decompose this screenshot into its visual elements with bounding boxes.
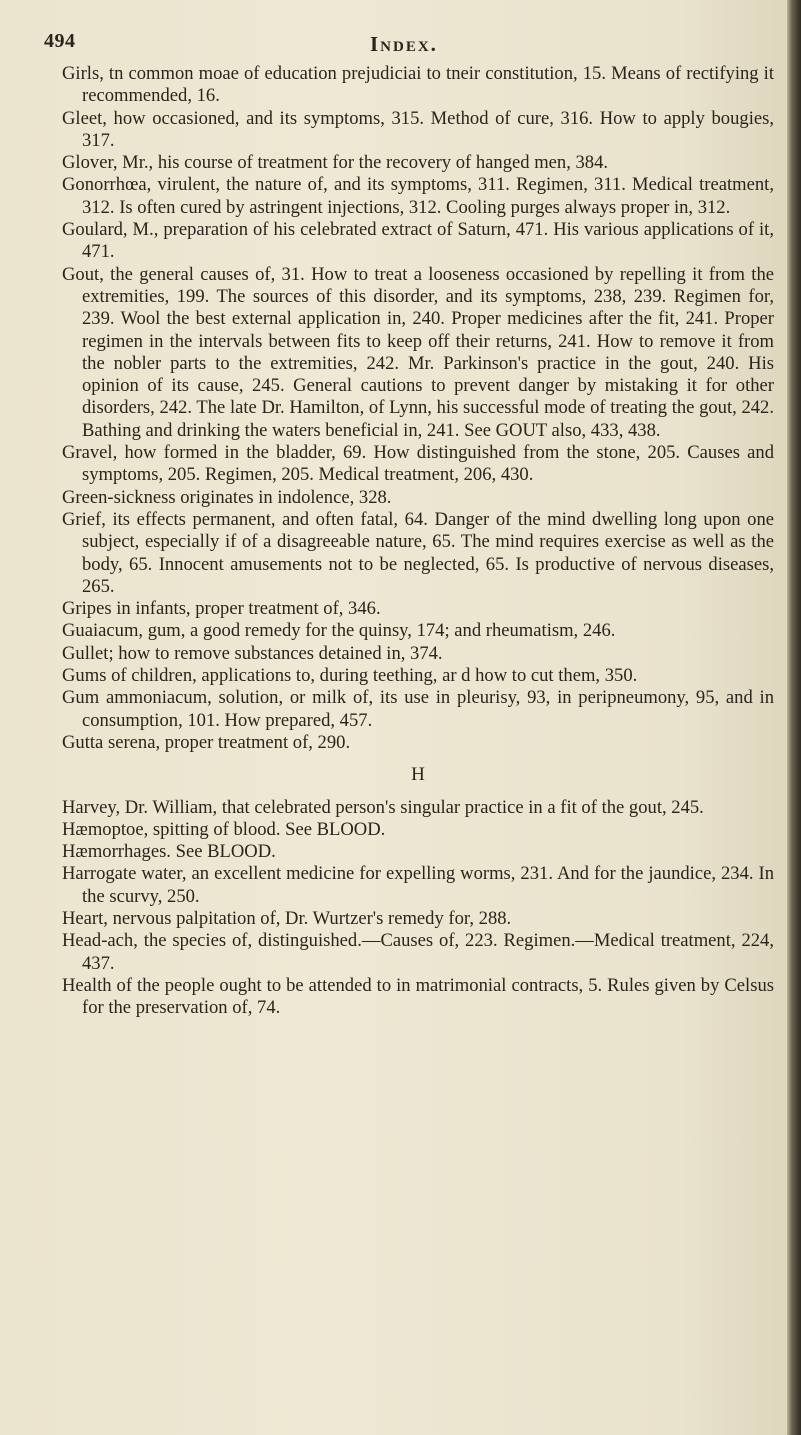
index-section-h xyxy=(62,797,774,1020)
index-section-g xyxy=(62,63,774,754)
index-entry: Gonorrhœa, virulent, the nature of, and its symptoms, 311. Regimen, 311. Medical treatment, 312. Is often cured by astringent injections, 312. Cooling purges always proper in, 312. xyxy=(62,174,774,218)
page-header xyxy=(0,30,801,60)
index-entry: Gutta serena, proper treatment of, 290. xyxy=(62,731,351,753)
index-entry: Goulard, M., preparation of his celebrated extract of Saturn, 471. His various applications of it, 471. xyxy=(62,219,774,263)
running-head: Index. xyxy=(370,32,438,56)
index-entry: Gleet, how occasioned, and its symptoms, 315. Method of cure, 316. How to apply bougies, 317. xyxy=(62,107,774,151)
index-entry: Gums of children, applications to, during teething, ar d how to cut them, 350. xyxy=(62,665,638,687)
index-entry: Head-ach, the species of, distinguished.—Causes of, 223. Regimen.—Medical treatment, 224, 437. xyxy=(62,930,774,974)
index-entry: Gravel, how formed in the bladder, 69. How distinguished from the stone, 205. Causes and symptoms, 205. Regimen, 205. Medical treatment, 206, 430. xyxy=(62,442,774,486)
index-entry: Hæmorrhages. See BLOOD. xyxy=(62,841,276,863)
index-entry: Hæmoptoe, spitting of blood. See BLOOD. xyxy=(62,818,386,840)
index-entry: Health of the people ought to be attended to in matrimonial contracts, 5. Rules given by Celsus for the preservation of, 74. xyxy=(62,974,774,1019)
index-entry: Gullet; how to remove substances detained in, 374. xyxy=(62,642,443,664)
index-entry: Gripes in infants, proper treatment of, 346. xyxy=(62,598,381,620)
index-entry: Green-sickness originates in indolence, 328. xyxy=(62,486,392,508)
index-entry: Gum ammoniacum, solution, or milk of, its use in pleurisy, 93, in peripneumony, 95, and in consumption, 101. How prepared, 457. xyxy=(62,687,774,731)
index-entry: Gout, the general causes of, 31. How to treat a looseness occasioned by repelling it from the extremities, 199. The sources of this disorder, and its symptoms, 238, 239. Regimen for, 239. Wool the best external application in, 240. Proper medicines after the fit, 241. Proper regimen in the intervals between fits to keep off their returns, 241. How to remove it from the nobler parts to the extremities, 242. Mr. Parkinson's practice in the gout, 240. His opinion of its cause, 245. General cautions to prevent danger by mistaking it for other disorders, 242. The late Dr. Hamilton, of Lynn, his successful mode of treating the gout, 242. Bathing and drinking the waters beneficial in, 241. See GOUT also, 433, 438. xyxy=(62,263,774,441)
index-entry: Harvey, Dr. William, that celebrated person's singular practice in a fit of the gout, 245. xyxy=(62,796,704,818)
index-entry: Harrogate water, an excellent medicine for expelling worms, 231. And for the jaundice, 234. In the scurvy, 250. xyxy=(62,863,774,907)
section-letter-h: H xyxy=(411,764,425,786)
page-edge-shadow xyxy=(787,0,801,1435)
index-entry: Girls, tn common moae of education prejudiciai to tneir constitution, 15. Means of rectifying it recommended, 16. xyxy=(62,63,774,107)
page-number: 494 xyxy=(44,30,76,52)
index-entry: Grief, its effects permanent, and often fatal, 64. Danger of the mind dwelling long upon one subject, especially if of a disagreeable nature, 65. The mind requires exercise as well as the body, 65. Innocent amusements not to be neglected, 65. Is productive of nervous diseases, 265. xyxy=(62,508,774,597)
index-entry: Heart, nervous palpitation of, Dr. Wurtzer's remedy for, 288. xyxy=(62,907,512,929)
index-content xyxy=(62,63,774,1019)
index-entry: Guaiacum, gum, a good remedy for the quinsy, 174; and rheumatism, 246. xyxy=(62,620,616,642)
index-entry: Glover, Mr., his course of treatment for the recovery of hanged men, 384. xyxy=(62,152,609,174)
